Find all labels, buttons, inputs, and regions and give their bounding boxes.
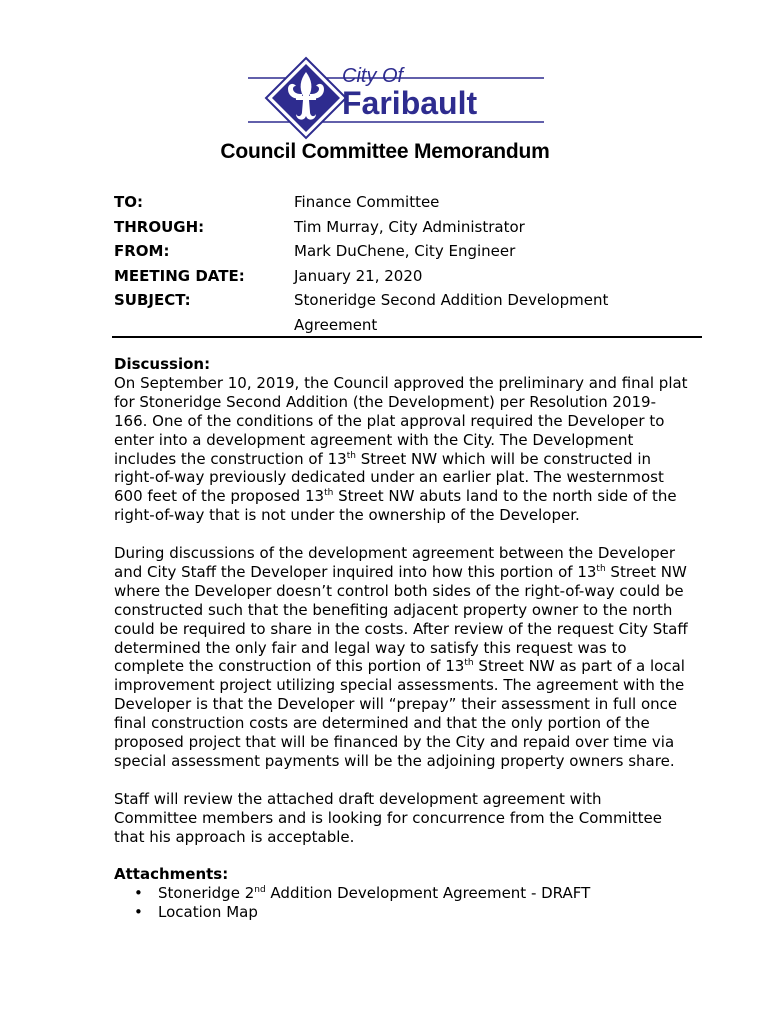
subject-row [114,288,704,337]
discussion-paragraph-3: Staff will review the attached draft development agreement with Committee members and is looking for concurrence from the Committee that his approach is acceptable. [114,789,663,846]
p1-text-b: Street NW which will be constructed in right-of-way previously dedicated under an earlier plat. The westernmost 600 feet of the proposed 13 [114,449,664,506]
attachments-list [114,884,689,922]
p1-text-c: Street NW abuts land to the north side of the right-of-way that is not under the ownership of the Developer. [114,487,677,525]
city-of-faribault-logo [246,56,546,140]
p2-text-b: Street NW where the Developer doesn’t control both sides of the right-of-way could be constructed such that the benefiting adjacent property owner to the north could be required to share in the costs. After review of the request City Staff determined the only fair and legal way to satisfy this request was to complete the construction of this portion of 13 [114,562,688,676]
p2-text-a: During discussions of the development agreement between the Developer and City Staff the Developer inquired into how this portion of 13 [114,544,676,581]
through-value: Tim Murray, City Administrator [294,217,525,236]
p2-sup-1: th [596,563,606,574]
p1-sup-2: th [324,488,334,499]
discussion-paragraph-1 [114,374,689,525]
attachment-1-text-a: Stoneridge 2 [158,884,255,903]
logo-city-text: City Of [342,65,404,87]
p1-text-a: On September 10, 2019, the Council approved the preliminary and final plat for Stoneridge Second Addition (the Development) per Resolution 2019-166. One of the conditions of the plat approval required the Developer to enter into a development agreement with the City. The Development includes the construction of 13 [114,373,688,468]
memo-title: Council Committee Memorandum [220,140,550,163]
discussion-paragraph-2 [114,544,689,771]
p1-sup-1: th [346,450,356,461]
subject-value: Stoneridge Second Addition Development Agreement [294,291,609,334]
memo-body [114,355,689,922]
meeting-date-value: January 21, 2020 [294,266,423,285]
attachment-2-text: Location Map [158,903,258,922]
attachment-item-location-map [114,903,689,922]
to-row [114,190,704,215]
through-label: THROUGH: [114,217,205,236]
logo-graphic [246,56,546,140]
memo-header-fields [114,190,704,337]
meeting-date-row [114,264,704,289]
meeting-date-label: MEETING DATE: [114,266,245,285]
attachment-1-text-b: Addition Development Agreement - DRAFT [265,884,591,903]
p2-sup-2: th [464,658,474,669]
header-divider [112,336,702,338]
subject-label: SUBJECT: [114,291,191,309]
p2-text-c: Street NW as part of a local improvement project utilizing special assessments. The agreement with the Developer is that the Developer will “prepay” their assessment in full once final construction costs are determined and that the only portion of the proposed project that will be financed by the City and repaid over time via special assessment payments will be the adjoining property owners share. [114,657,685,771]
bullet-icon: • [134,903,143,922]
attachments-heading: Attachments: [114,865,229,884]
from-value: Mark DuChene, City Engineer [294,242,516,260]
attachment-1-sup: nd [254,885,266,896]
bullet-icon: • [134,884,143,903]
from-label: FROM: [114,242,170,260]
to-label: TO: [114,193,143,211]
logo-name-text: Faribault [342,85,478,121]
from-row [114,239,704,264]
attachment-item-development-agreement [114,884,689,903]
to-value: Finance Committee [294,193,440,211]
through-row [114,215,704,240]
discussion-heading: Discussion: [114,355,211,373]
